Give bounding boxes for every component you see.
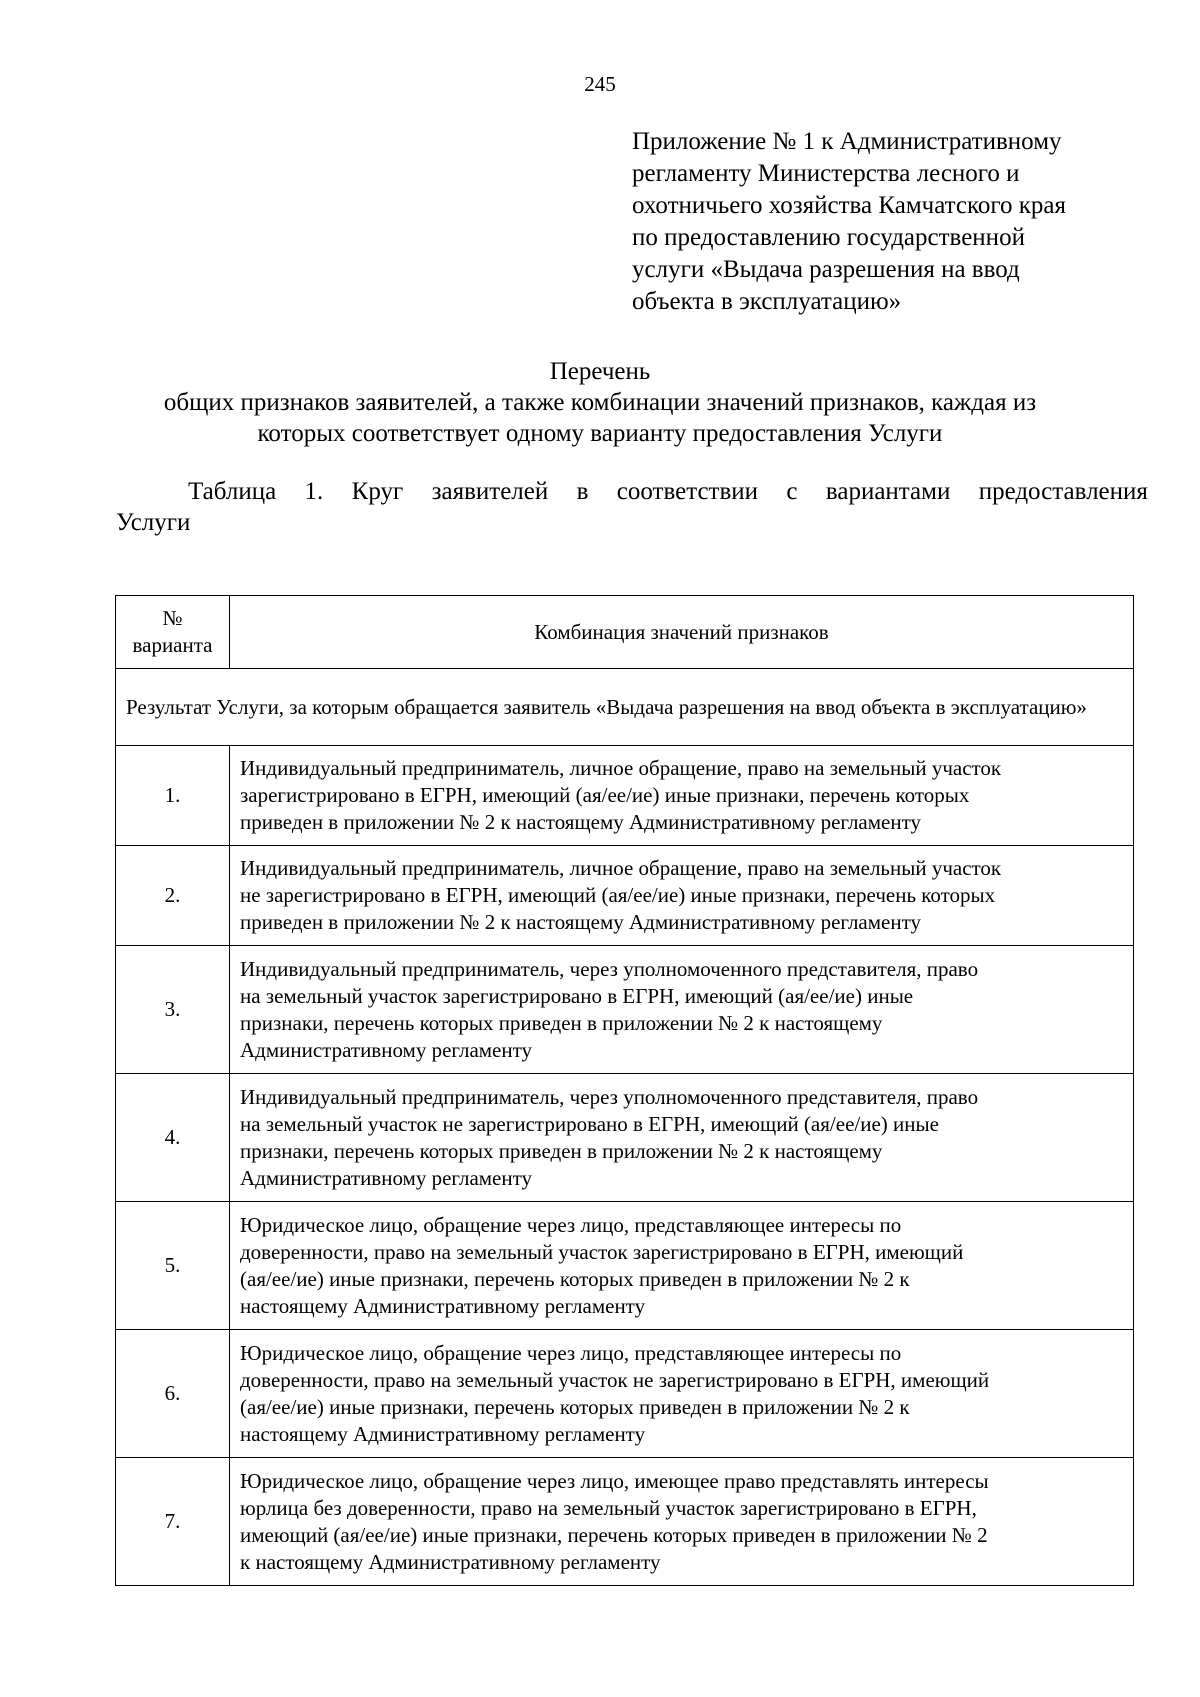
table-row — [116, 746, 1134, 846]
caption-word: Круг — [351, 478, 404, 505]
description-line: приведен в приложении № 2 к настоящему Административному регламенту — [240, 910, 921, 934]
description-line: признаки, перечень которых приведен в приложении № 2 к настоящему — [240, 1138, 883, 1163]
description-line: Административному регламенту — [240, 1037, 533, 1062]
caption-word: вариантами — [825, 478, 951, 505]
description-line: Юридическое лицо, обращение через лицо, имеющее право представлять интересы — [240, 1468, 989, 1493]
table-caption — [116, 476, 1148, 538]
description-line: Индивидуальный предприниматель, личное обращение, право на земельный участок — [240, 756, 1002, 780]
appendix-line: по предоставлению государственной — [632, 224, 1025, 251]
description-line: юрлица без доверенности, право на земельный участок зарегистрировано в ЕГРН, — [240, 1495, 977, 1520]
appendix-line: объекта в эксплуатацию» — [632, 288, 902, 315]
description-line: (ая/ее/ие) иные признаки, перечень которых приведен в приложении № 2 к — [240, 1266, 910, 1291]
variant-number: 7. — [116, 1458, 230, 1586]
description-line: зарегистрировано в ЕГРН, имеющий (ая/ее/ие) иные признаки, перечень которых — [240, 783, 970, 807]
appendix-line: услуги «Выдача разрешения на ввод — [632, 256, 1020, 283]
heading-subtitle-line: которых соответствует одному варианту предоставления Услуги — [257, 420, 943, 447]
description-line: на земельный участок не зарегистрировано в ЕГРН, имеющий (ая/ее/ие) иные — [240, 1111, 939, 1136]
table-row — [116, 1202, 1134, 1330]
table-row — [116, 1458, 1134, 1586]
table-row — [116, 1074, 1134, 1202]
caption-word: Таблица — [188, 478, 277, 505]
description-line: не зарегистрировано в ЕГРН, имеющий (ая/ее/ие) иные признаки, перечень которых — [240, 883, 996, 907]
table-row — [116, 946, 1134, 1074]
variant-description — [230, 1202, 1134, 1330]
description-line: приведен в приложении № 2 к настоящему Административному регламенту — [240, 810, 921, 834]
variants-table — [115, 595, 1134, 1586]
caption-word: 1. — [304, 478, 324, 505]
caption-word: предоставления — [978, 478, 1148, 505]
variant-description — [230, 946, 1134, 1074]
variant-description — [230, 1330, 1134, 1458]
description-line: к настоящему Административному регламенту — [240, 1549, 661, 1574]
table-header-row — [116, 596, 1134, 669]
variant-number: 2. — [116, 846, 230, 946]
heading-subtitle-line: общих признаков заявителей, а также комбинации значений признаков, каждая из — [163, 389, 1037, 416]
result-row — [116, 669, 1134, 746]
description-line: настоящему Административному регламенту — [240, 1293, 646, 1318]
appendix-line: охотничьего хозяйства Камчатского края — [632, 192, 1066, 219]
heading-title: Перечень — [549, 358, 651, 385]
variant-number: 5. — [116, 1202, 230, 1330]
appendix-note — [632, 126, 1172, 318]
description-line: Индивидуальный предприниматель, через уполномоченного представителя, право — [240, 1084, 979, 1109]
appendix-line: Приложение № 1 к Административному — [632, 128, 1062, 155]
description-line: Административному регламенту — [240, 1165, 533, 1190]
variant-description — [230, 1074, 1134, 1202]
table-caption-line — [116, 476, 1148, 507]
description-line: на земельный участок зарегистрировано в ЕГРН, имеющий (ая/ее/ие) иные — [240, 983, 914, 1008]
description-line: Индивидуальный предприниматель, через уполномоченного представителя, право — [240, 956, 979, 981]
description-line: имеющий (ая/ее/ие) иные признаки, перечень которых приведен в приложении № 2 — [240, 1522, 988, 1547]
caption-word: заявителей — [431, 478, 549, 505]
column-header-number-line: варианта — [132, 633, 213, 657]
result-cell: Результат Услуги, за которым обращается заявитель «Выдача разрешения на ввод объекта в эксплуатацию» — [116, 669, 1134, 746]
table-row — [116, 846, 1134, 946]
description-line: доверенности, право на земельный участок зарегистрировано в ЕГРН, имеющий — [240, 1239, 964, 1264]
column-header-number-line: № — [162, 606, 183, 630]
caption-word: с — [786, 478, 798, 505]
caption-word: соответствии — [616, 478, 759, 505]
document-heading — [0, 356, 1200, 449]
variant-description — [230, 746, 1134, 846]
caption-word: в — [576, 478, 589, 505]
table-caption-line: Услуги — [116, 509, 191, 536]
column-header-number — [116, 596, 230, 669]
description-line: настоящему Административному регламенту — [240, 1421, 646, 1446]
description-line: Юридическое лицо, обращение через лицо, представляющее интересы по — [240, 1340, 902, 1365]
description-line: Юридическое лицо, обращение через лицо, представляющее интересы по — [240, 1212, 902, 1237]
column-header-combination: Комбинация значений признаков — [230, 596, 1134, 669]
table-row — [116, 1330, 1134, 1458]
description-line: признаки, перечень которых приведен в приложении № 2 к настоящему — [240, 1010, 883, 1035]
description-line: (ая/ее/ие) иные признаки, перечень которых приведен в приложении № 2 к — [240, 1394, 910, 1419]
variant-number: 1. — [116, 746, 230, 846]
description-line: Индивидуальный предприниматель, личное обращение, право на земельный участок — [240, 856, 1002, 880]
variant-description — [230, 1458, 1134, 1586]
variant-number: 6. — [116, 1330, 230, 1458]
page-number: 245 — [584, 72, 616, 96]
variant-description — [230, 846, 1134, 946]
description-line: доверенности, право на земельный участок не зарегистрировано в ЕГРН, имеющий — [240, 1367, 990, 1392]
appendix-line: регламенту Министерства лесного и — [632, 160, 1020, 187]
variant-number: 3. — [116, 946, 230, 1074]
variant-number: 4. — [116, 1074, 230, 1202]
